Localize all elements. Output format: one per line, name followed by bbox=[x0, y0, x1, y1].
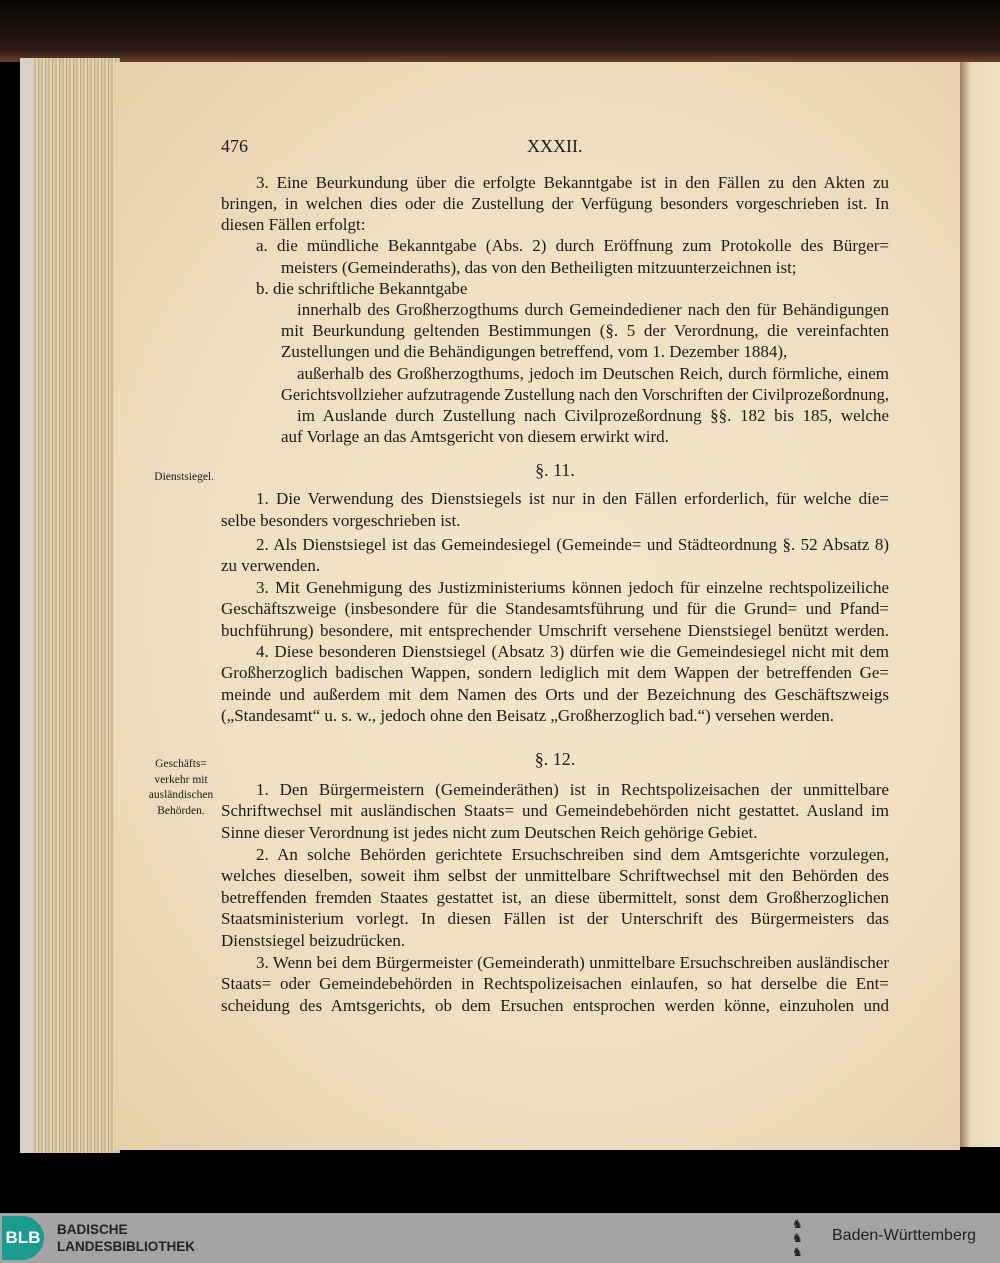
section-11-heading: §. 11. bbox=[535, 460, 575, 480]
baden-wuerttemberg-lions-icon: ♞ ♞ ♞ bbox=[792, 1217, 803, 1259]
next-page-edge bbox=[958, 62, 1000, 1147]
text-line: buchführung) besondere, mit entsprechender Umschrift versehene Dienstsiegel benützt werden. bbox=[221, 621, 889, 640]
book-page-edges bbox=[20, 58, 120, 1153]
text-line: 2. An solche Behörden gerichtete Ersuchschreiben sind dem Amtsgerichte vorzulegen, bbox=[256, 845, 889, 864]
text-line: auf Vorlage an das Amtsgericht von diesem erwirkt wird. bbox=[281, 427, 669, 446]
margin-note-line: Geschäfts= bbox=[155, 758, 207, 770]
chapter-heading: XXXII. bbox=[527, 136, 583, 156]
text-line: Zustellungen und die Behändigungen betreffend, vom 1. Dezember 1884), bbox=[281, 342, 788, 361]
text-line: Staatsministerium vorlegt. In diesen Fällen ist der Unterschrift des Bürgermeisters das bbox=[221, 909, 889, 928]
text-line: 4. Diese besonderen Dienstsiegel (Absatz 3) dürfen wie die Gemeindesiegel nicht mit dem bbox=[256, 642, 889, 661]
text-line: („Standesamt“ u. s. w., jedoch ohne den Beisatz „Großherzoglich bad.“) versehen werden. bbox=[221, 706, 835, 725]
text-line: Schriftwechsel mit ausländischen Staats= und Gemeindebehörden nicht gestattet. Ausland im bbox=[221, 801, 889, 820]
text-line: im Auslande durch Zustellung nach Civilprozeßordnung §§. 182 bis 185, welche bbox=[297, 406, 889, 425]
scan-background-top bbox=[0, 0, 1000, 62]
text-line: scheidung des Amtsgerichts, ob dem Ersuchen entsprochen werden könne, einzuholen und bbox=[221, 996, 889, 1015]
state-logo-text[interactable]: Baden-Württemberg bbox=[832, 1227, 977, 1244]
text-line: 3. Mit Genehmigung des Justizministeriums können jedoch für einzelne rechtspolizeiliche bbox=[256, 578, 889, 597]
margin-note-line: ausländischen bbox=[148, 789, 214, 801]
text-line: selbe besonders vorgeschrieben ist. bbox=[221, 511, 461, 530]
text-line: betreffenden fremden Staates gestattet ist, an diese übermittelt, sonst dem Großherzoglichen bbox=[221, 888, 889, 907]
text-line: Gerichtsvollzieher aufzutragende Zustellung nach den Vorschriften der Civilprozeßordnung, bbox=[281, 385, 889, 404]
text-line: bringen, in welchen dies oder die Zustellung der Verfügung besonders vorgeschrieben ist. In bbox=[221, 194, 889, 213]
page-number: 476 bbox=[221, 136, 248, 156]
margin-note-dienstsiegel: Dienstsiegel. bbox=[154, 471, 214, 483]
text-line: 3. Wenn bei dem Bürgermeister (Gemeinderath) unmittelbare Ersuchschreiben ausländischer bbox=[256, 953, 889, 972]
text-line: zu verwenden. bbox=[221, 556, 321, 575]
text-line: Großherzoglich badischen Wappen, sondern lediglich mit dem Wappen der betreffenden Ge= bbox=[221, 663, 889, 682]
text-line: Staats= oder Gemeindebehörden in Rechtspolizeisachen einlaufen, so hat derselbe die Ent= bbox=[221, 974, 889, 993]
text-line: 1. Die Verwendung des Dienstsiegels ist nur in den Fällen erforderlich, für welche die= bbox=[256, 489, 889, 508]
library-name[interactable] bbox=[57, 1221, 195, 1255]
library-name-line: LANDESBIBLIOTHEK bbox=[57, 1239, 195, 1254]
text-line: außerhalb des Großherzogthums, jedoch im Deutschen Reich, durch förmliche, einem bbox=[297, 364, 889, 383]
viewer-footer bbox=[0, 1213, 1000, 1263]
text-line: 1. Den Bürgermeistern (Gemeinderäthen) ist in Rechtspolizeisachen der unmittelbare bbox=[256, 780, 889, 799]
text-line: diesen Fällen erfolgt: bbox=[221, 215, 366, 234]
library-name-line: BADISCHE bbox=[57, 1222, 128, 1237]
margin-note-line: verkehr mit bbox=[154, 773, 208, 786]
text-line: a. die mündliche Bekanntgabe (Abs. 2) durch Eröffnung zum Protokolle des Bürger= bbox=[256, 236, 889, 255]
section-12-heading: §. 12. bbox=[534, 749, 576, 769]
text-line: Sinne dieser Verordnung ist jedes nicht zum Deutschen Reich gehörige Gebiet. bbox=[221, 823, 758, 842]
text-line: Geschäftszweige (insbesondere für die Standesamtsführung und für die Grund= und Pfand= bbox=[221, 599, 889, 618]
text-line: innerhalb des Großherzogthums durch Gemeindediener nach den für Behändigungen bbox=[297, 300, 889, 319]
text-line: Dienstsiegel beizudrücken. bbox=[221, 931, 406, 950]
margin-note-line: Behörden. bbox=[157, 804, 205, 817]
text-line: 2. Als Dienstsiegel ist das Gemeindesiegel (Gemeinde= und Städteordnung §. 52 Absatz 8) bbox=[256, 535, 889, 554]
text-line: mit Beurkundung geltenden Bestimmungen (§. 5 der Verordnung, die vereinfachten bbox=[281, 321, 889, 340]
text-line: 3. Eine Beurkundung über die erfolgte Bekanntgabe ist in den Fällen zu den Akten zu bbox=[256, 173, 889, 192]
blb-logo[interactable]: BLB bbox=[2, 1216, 44, 1260]
text-line: welches dieselben, soweit ihm selbst der unmittelbare Schriftwechsel mit den Behörden des bbox=[221, 866, 889, 885]
text-line: b. die schriftliche Bekanntgabe bbox=[256, 279, 468, 298]
text-line: meinde und außerdem mit dem Namen des Orts und der Bezeichnung des Geschäftszweigs bbox=[221, 685, 889, 704]
text-line: meisters (Gemeinderaths), das von den Betheiligten mitzuunterzeichnen ist; bbox=[281, 258, 797, 277]
